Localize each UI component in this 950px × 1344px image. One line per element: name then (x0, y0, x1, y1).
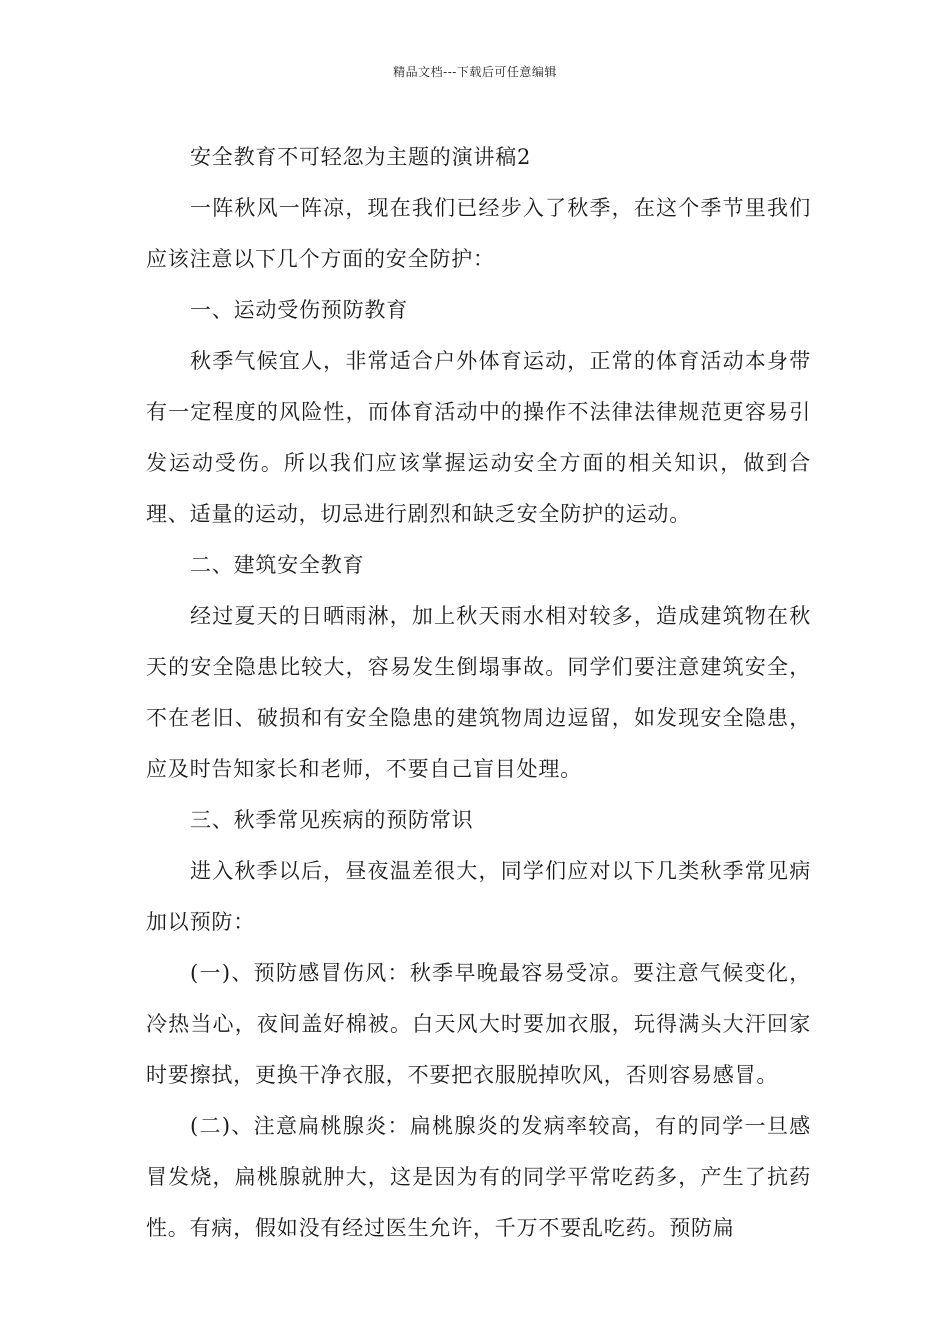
document-title: 安全教育不可轻忽为主题的演讲稿2 (190, 145, 532, 169)
list-item-cold-prevention: (一)、预防感冒伤风：秋季早晚最容易受凉。要注意气候变化，冷热当心，夜间盖好棉被。白天风大时要加衣服，玩得满头大汗回家时要擦拭，更换干净衣服，不要把衣服脱掉吹风，否则容易感冒。 (146, 961, 811, 1087)
section-paragraph-3: 进入秋季以后，昼夜温差很大，同学们应对以下几类秋季常见病加以预防： (146, 859, 811, 934)
section-paragraph-1: 秋季气候宜人，非常适合户外体育运动，正常的体育活动本身带有一定程度的风险性，而体育活动中的操作不法律法律规范更容易引发运动受伤。所以我们应该掌握运动安全方面的相关知识，做到合理、适量的运动，切忌进行剧烈和缺乏安全防护的运动。 (146, 349, 811, 526)
document-body (146, 132, 811, 1254)
section-heading-3: 三、秋季常见疾病的预防常识 (190, 808, 474, 832)
page-header: 精品文档---下载后可任意编辑 (393, 65, 557, 79)
section-paragraph-2: 经过夏天的日晒雨淋，加上秋天雨水相对较多，造成建筑物在秋天的安全隐患比较大，容易发生倒塌事故。同学们要注意建筑安全，不在老旧、破损和有安全隐患的建筑物周边逗留，如发现安全隐患，应及时告知家长和老师，不要自己盲目处理。 (146, 604, 811, 781)
section-heading-2: 二、建筑安全教育 (190, 553, 365, 577)
list-item-tonsillitis: (二)、注意扁桃腺炎：扁桃腺炎的发病率较高，有的同学一旦感冒发烧，扁桃腺就肿大，这是因为有的同学平常吃药多，产生了抗药性。有病，假如没有经过医生允许，千万不要乱吃药。预防扁 (146, 1114, 811, 1240)
section-heading-1: 一、运动受伤预防教育 (190, 298, 408, 322)
intro-paragraph: 一阵秋风一阵凉，现在我们已经步入了秋季，在这个季节里我们应该注意以下几个方面的安全防护： (146, 196, 811, 271)
